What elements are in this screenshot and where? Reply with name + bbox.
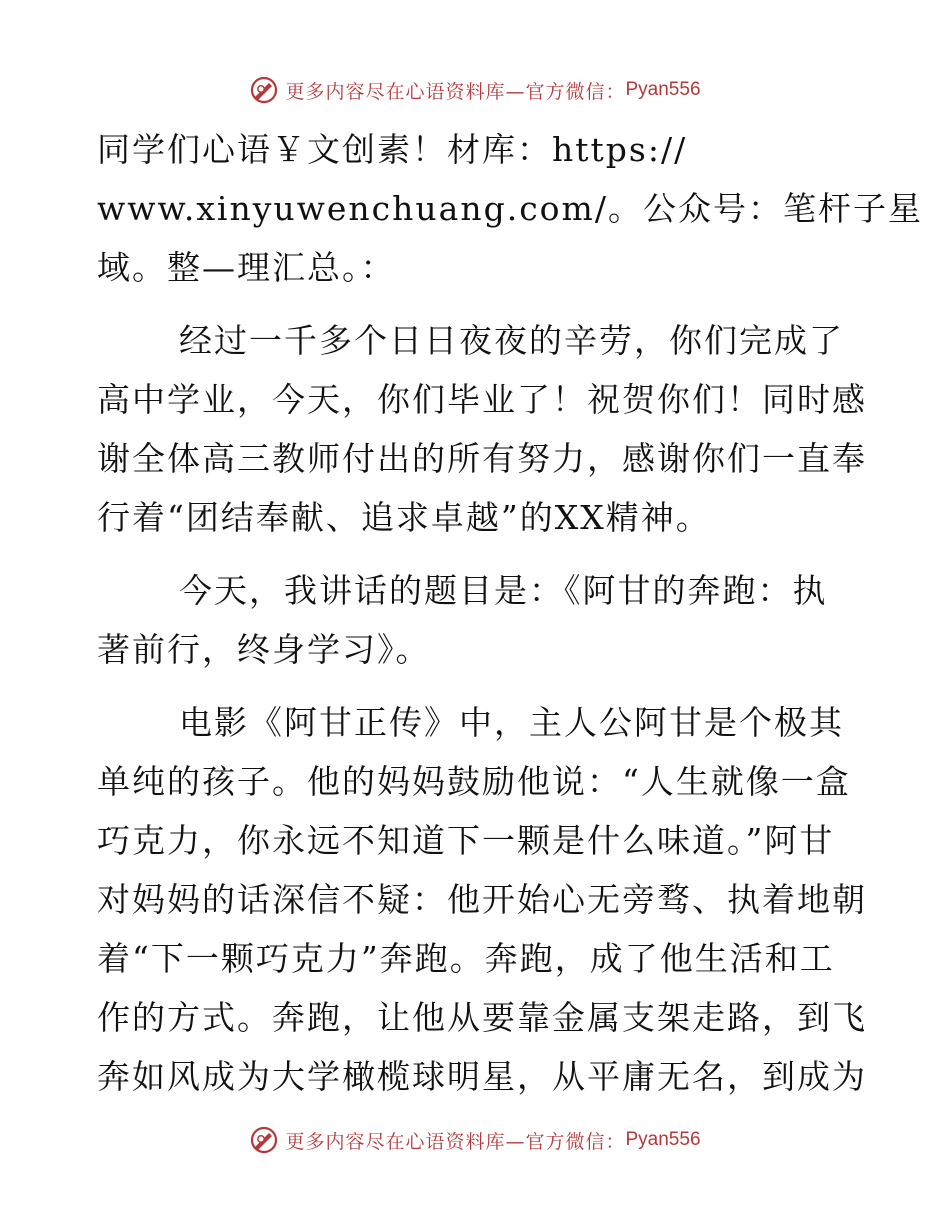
text-line: 行着“团结奉献、追求卓越”的XX精神。 [97, 498, 711, 537]
text-line: 著前行，终身学习》。 [97, 630, 431, 669]
text-line: 着“下一颗巧克力”奔跑。奔跑，成了他生活和工 [97, 939, 835, 978]
pen-logo-icon [249, 75, 279, 105]
banner-text: 更多内容尽在心语资料库—官方微信： [285, 1130, 626, 1153]
text-line: 今天，我讲话的题目是：《阿甘的奔跑：执 [179, 571, 828, 610]
text-line: 作的方式。奔跑，让他从要靠金属支架走路，到飞 [97, 998, 867, 1037]
text-line: 谢全体高三教师付出的所有努力，感谢你们一直奉 [97, 439, 867, 478]
document-body [97, 120, 923, 1106]
text-line: 单纯的孩子。他的妈妈鼓励他说：“人生就像一盒 [97, 762, 851, 801]
text-line: 同学们心语￥文创素！材库：https:// [97, 130, 688, 169]
text-line: 对妈妈的话深信不疑：他开始心无旁骛、执着地朝 [97, 880, 867, 919]
text-line: 巧克力，你永远不知道下一颗是什么味道。”阿甘 [97, 821, 835, 860]
text-line: 域。整—理汇总。： [97, 248, 396, 287]
banner-wechat-id: Pyan556 [625, 1129, 701, 1150]
pen-logo-icon [249, 1125, 279, 1155]
text-line: 电影《阿甘正传》中，主人公阿甘是个极其 [179, 703, 844, 742]
text-line: 高中学业，今天，你们毕业了！祝贺你们！同时感 [97, 380, 867, 419]
text-line: 奔如风成为大学橄榄球明星，从平庸无名，到成为 [97, 1057, 867, 1096]
paragraph [97, 311, 867, 547]
paragraph [97, 693, 867, 1106]
footer-banner [0, 1120, 950, 1160]
text-line: www.xinyuwenchuang.com/。公众号：笔杆子星 [97, 189, 923, 228]
header-banner [0, 70, 950, 110]
banner-text: 更多内容尽在心语资料库—官方微信： [285, 80, 626, 103]
banner-wechat-id: Pyan556 [625, 79, 701, 100]
paragraph [97, 561, 847, 679]
text-line: 经过一千多个日日夜夜的辛劳，你们完成了 [179, 321, 844, 360]
paragraph [97, 120, 923, 297]
